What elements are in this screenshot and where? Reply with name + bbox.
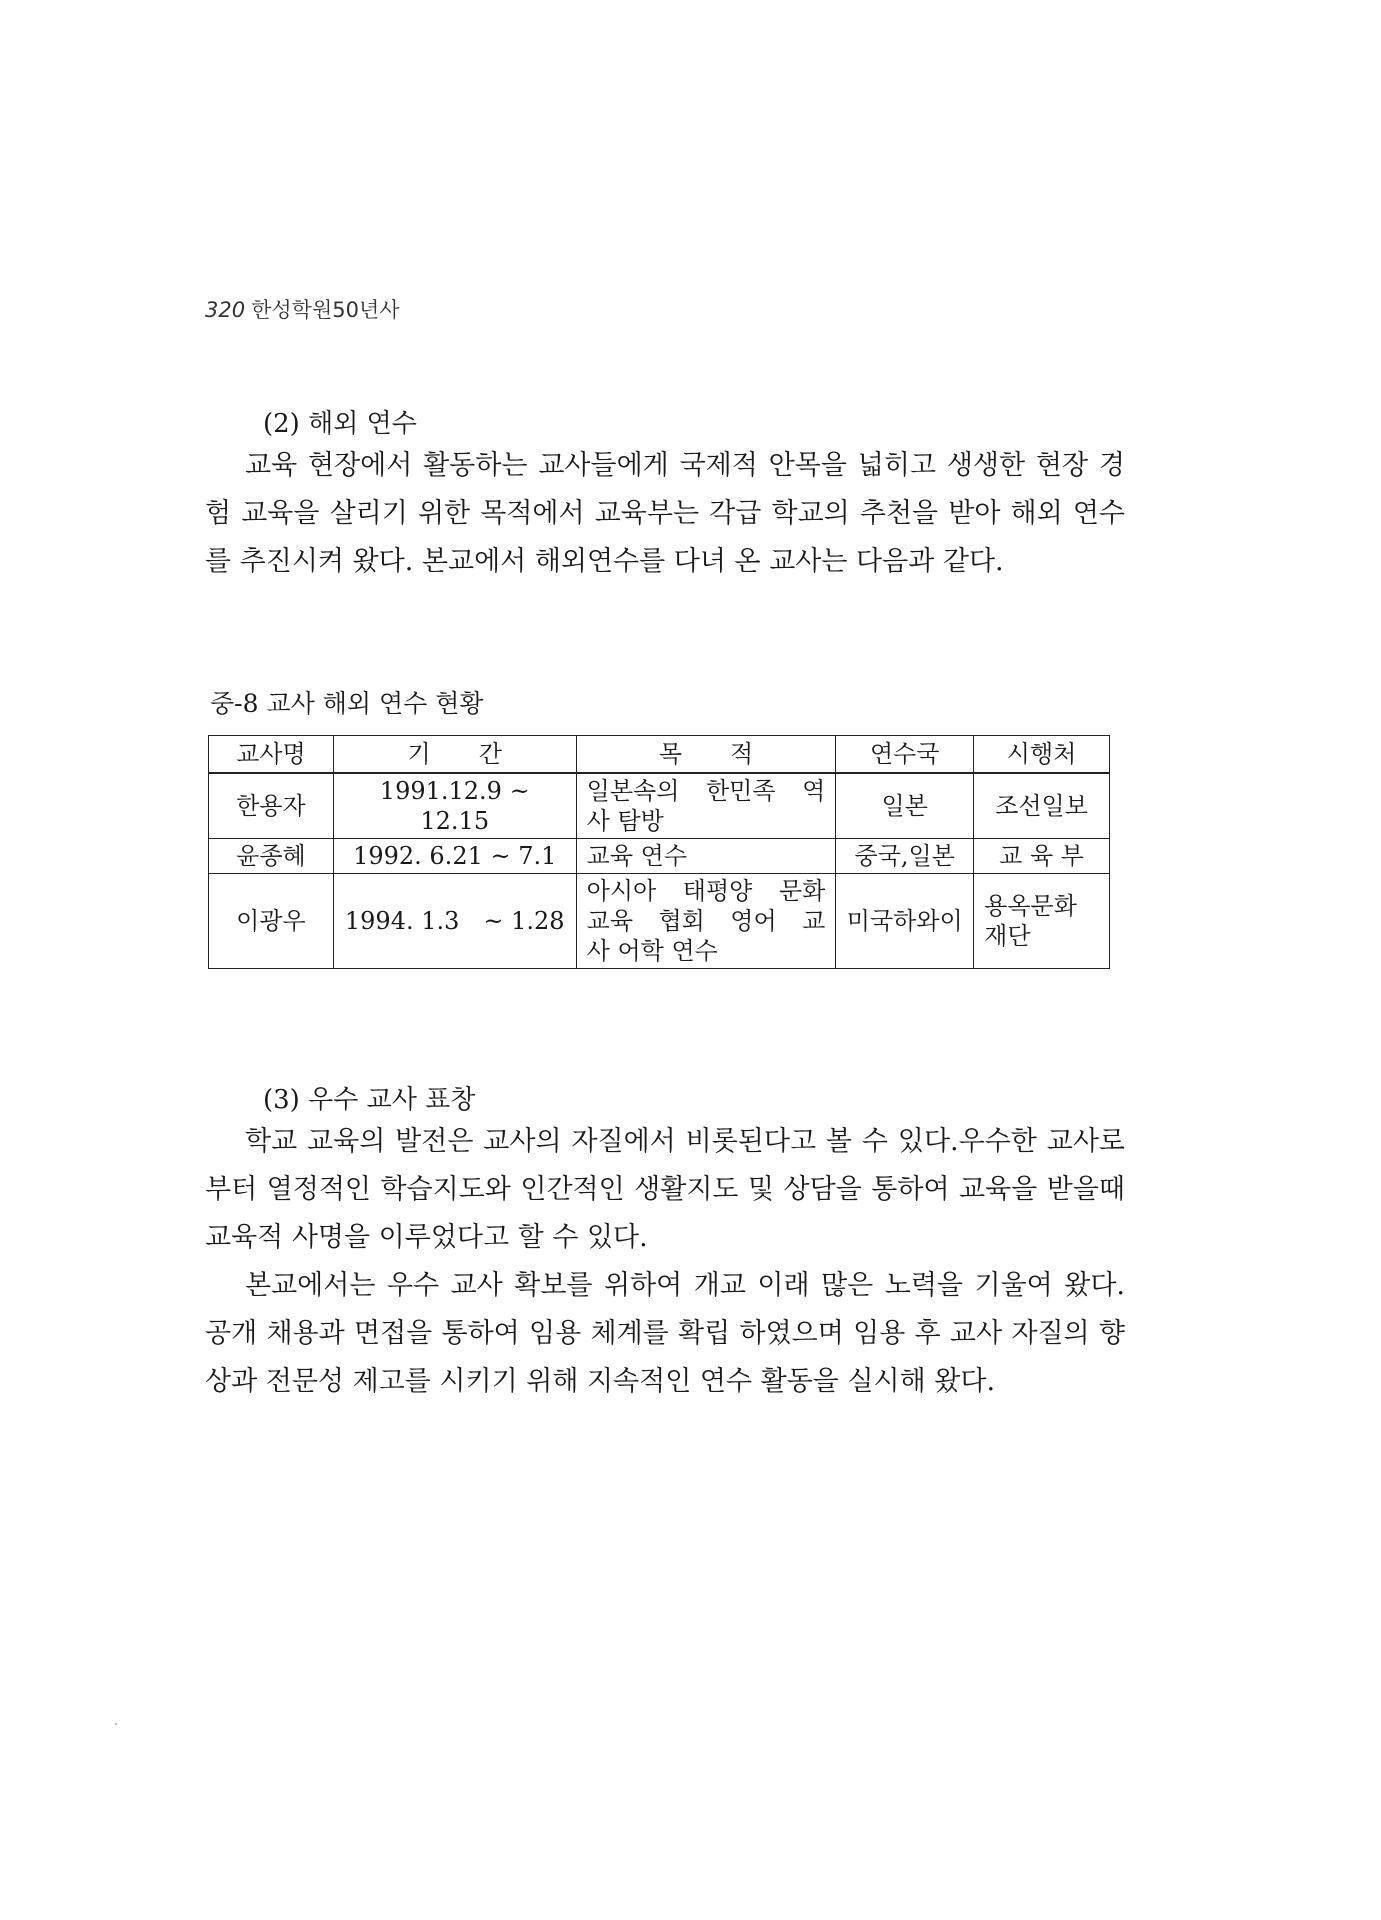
cell-period: 1991.12.9 ~ 12.15 xyxy=(333,773,576,839)
cell-institution xyxy=(974,874,1110,969)
table-row xyxy=(209,874,1110,969)
cell-teacher: 이광우 xyxy=(209,874,334,969)
scan-speck xyxy=(115,1723,117,1725)
paragraph-award-2: 본교에서는 우수 교사 확보를 위하여 개교 이래 많은 노력을 기울여 왔다. 공개 채용과 면접을 통하여 임용 체계를 확립 하였으며 임용 후 교사 자질의 향상과 전문성 제고를 시키기 위해 지속적인 연수 활동을 실시해 왔다. xyxy=(205,1270,1125,1397)
header-period: 기 간 xyxy=(333,736,576,774)
overseas-training-table xyxy=(208,735,1110,969)
cell-period: 1992. 6.21 ~ 7.1 xyxy=(333,839,576,874)
table-header-row xyxy=(209,736,1110,774)
header-institution: 시행처 xyxy=(974,736,1110,774)
cell-purpose-line: 사 탐방 xyxy=(586,807,664,835)
header-purpose: 목 적 xyxy=(576,736,836,774)
cell-period: 1994. 1.3 ~ 1.28 xyxy=(333,874,576,969)
cell-country: 중국,일본 xyxy=(836,839,974,874)
cell-institution: 교 육 부 xyxy=(974,839,1110,874)
table-caption: 중-8 교사 해외 연수 현황 xyxy=(210,689,484,718)
paragraph-award-1: 학교 교육의 발전은 교사의 자질에서 비롯된다고 볼 수 있다.우수한 교사로 부터 열정적인 학습지도와 인간적인 생활지도 및 상담을 통하여 교육을 받을때 교육적 사명을 이루었다고 할 수 있다. xyxy=(205,1126,1125,1253)
cell-institution-line: 용옥문화 xyxy=(984,892,1077,920)
cell-purpose: 교육 연수 xyxy=(576,839,836,874)
page-number: 320 xyxy=(205,298,246,322)
cell-purpose-line: 일본속의 한민족 역 xyxy=(586,777,826,805)
cell-purpose xyxy=(576,773,836,839)
paragraph-overseas: 교육 현장에서 활동하는 교사들에게 국제적 안목을 넓히고 생생한 현장 경험 교육을 살리기 위한 목적에서 교육부는 각급 학교의 추천을 받아 해외 연수를 추진시켜 왔다. 본교에서 해외연수를 다녀 온 교사는 다음과 같다. xyxy=(205,450,1125,577)
table-row xyxy=(209,839,1110,874)
section-heading-overseas: (2) 해외 연수 xyxy=(263,409,417,439)
cell-institution-line: 재단 xyxy=(984,922,1031,950)
cell-teacher: 윤종혜 xyxy=(209,839,334,874)
header-country: 연수국 xyxy=(836,736,974,774)
cell-purpose xyxy=(576,874,836,969)
cell-country: 일본 xyxy=(836,773,974,839)
section-heading-award: (3) 우수 교사 표창 xyxy=(263,1085,476,1115)
cell-purpose-line: 아시아 태평양 문화 xyxy=(586,877,826,905)
cell-purpose-line: 사 어학 연수 xyxy=(586,937,718,965)
header-teacher: 교사명 xyxy=(209,736,334,774)
table-row xyxy=(209,773,1110,839)
cell-purpose-line: 교육 협회 영어 교 xyxy=(586,907,826,935)
cell-institution: 조선일보 xyxy=(974,773,1110,839)
cell-country: 미국하와이 xyxy=(836,874,974,969)
running-header xyxy=(205,294,400,324)
cell-teacher: 한용자 xyxy=(209,773,334,839)
book-title: 한성학원50년사 xyxy=(251,298,400,322)
